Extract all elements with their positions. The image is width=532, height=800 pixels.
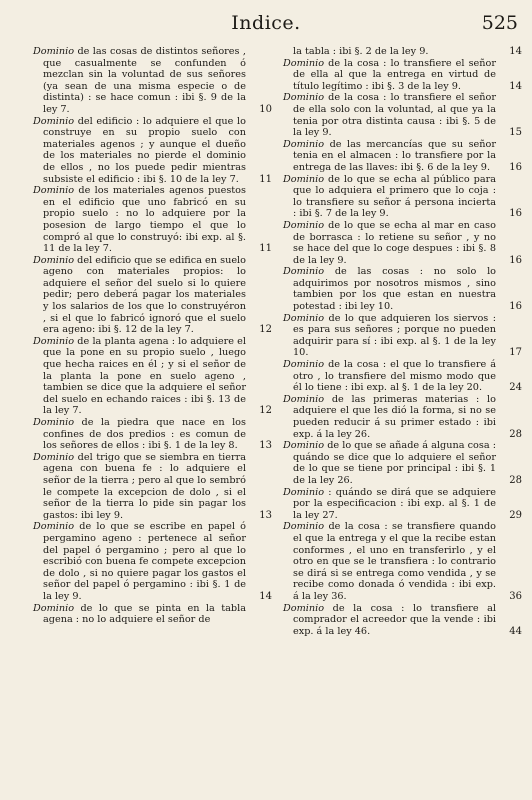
entry-reference-number: 12 [259,405,272,417]
entry-heading: Dominio [283,486,325,498]
entry-reference-number: 24 [509,382,522,394]
index-entry [283,359,522,394]
entry-reference-number: 13 [259,440,272,452]
index-entry [283,440,522,486]
entry-text: de la cosa : lo transfiere el señor de ella solo con la voluntad, al que ya la tenia por otra distinta causa : ibi §. 5 de la ley 9. [293,92,496,139]
entry-reference-number: 29 [509,509,522,521]
entry-heading: Dominio [283,393,325,405]
index-entry [33,451,272,522]
index-entry [33,603,246,626]
entry-text: de la cosa : lo transfiere el señor de ella al que la entrega en virtud de título legítimo : ibi §. 3 de la ley 9. [293,57,496,92]
entry-reference-number: 28 [509,474,522,486]
entry-heading: Dominio [283,266,325,278]
entry-reference-number: 11 [259,173,272,185]
index-entry [283,57,522,93]
entry-text: de los materiales agenos puestos en el edificio que uno fabricó en su propio suelo : no lo adquiere por la posesion de largo tiempo el que lo compró al que lo construyó: ibi exp. al §. 11 de la ley 7. [43,185,246,255]
index-entry [33,521,272,602]
entry-text: del edificio que se edifica en suelo ageno con materiales propios: lo adquiere el señor del suelo si lo quiere pedir; pero deberá pagar los materiales y los salarios de los que lo construyéron , si el que lo fabricó ignoró que el suelo era ageno: ibi §. 12 de la ley 7. [43,254,246,336]
entry-heading: Dominio [33,46,75,57]
index-entry [283,393,522,440]
entry-text: la tabla : ibi §. 2 de la ley 9. [293,46,429,57]
entry-heading: Dominio [283,602,325,614]
entry-text: del edificio : lo adquiere el que lo construye en su propio suelo con materiales agenos ; y aunque el dueño de los materiales no pierde el dominio de ellos , no los puede pedir mientras subsiste el edificio : ibi §. 10 de la ley 7. [43,115,246,185]
entry-heading: Dominio [283,92,325,104]
entry-text: : quándo se dirá que se adquiere por la especificacion : ibi exp. al §. 1 de la ley 27. [293,486,496,521]
entry-reference-number: 14 [509,46,522,57]
entry-heading: Dominio [283,521,325,533]
entry-reference-number: 16 [509,254,522,266]
entry-heading: Dominio [283,359,325,371]
entry-reference-number: 14 [509,80,522,92]
entry-text: de las cosas : no solo lo adquirimos por nosotros mismos , sino tambien por los que estan en nuestra potestad : ibi ley 10. [293,266,496,313]
entry-reference-number: 16 [509,301,522,313]
entry-text: de lo que adquieren los siervos : es para sus señores ; porque no pueden adquirir para sí : ibi exp. al §. 1 de la ley 10. [293,312,496,359]
entry-heading: Dominio [283,219,325,231]
entry-heading: Dominio [33,335,75,347]
entry-reference-number: 28 [509,428,522,440]
entry-reference-number: 17 [509,347,522,359]
page-title: Indice. [231,12,301,34]
entry-reference-number: 36 [509,590,522,602]
entry-heading: Dominio [283,173,325,185]
index-entry [33,46,272,116]
entry-text: de la cosa : se transfiere quando el que la entrega y el que la recibe estan conformes , el uno en transferirlo , y el otro en que se le transfiera : lo contrario se dirá si se entrega como vendida , y se recibe como donada ó vendida : ibi exp. á la ley 36. [293,521,496,602]
page-number: 525 [481,12,518,34]
index-entry [33,335,272,417]
entry-text: de las cosas de distintos señores , que casualmente se confunden ó mezclan sin la voluntad de sus señores (ya sean de una misma especie o de distinta) : se hace comun : ibi §. 9 de la ley 7. [43,46,246,115]
index-entry [33,115,272,186]
entry-text: de la piedra que nace en los confines de dos predios : es comun de los señores de ellos : ibi §. 1 de la ley 8. [43,417,246,452]
page-header [0,12,532,46]
left-column [33,46,272,626]
index-entry [283,312,522,359]
entry-text: de lo que se escribe en papel ó pergamino ageno : pertenece al señor del papel ó pergamino ; pero al que lo escribió con buena fe compete excepcion de dolo , si no quiere pagar los gastos el señor del papel ó pergamino : ibi §. 1 de la ley 9. [43,521,246,602]
entry-text: del trigo que se siembra en tierra agena con buena fe : lo adquiere el señor de la tierra ; pero al que lo sembró le compete la excepcion de dolo , si el señor de la tierra lo pide sin pagar los gastos: ibi ley 9. [43,451,246,521]
index-entry [283,219,522,266]
entry-reference-number: 13 [259,509,272,521]
entry-heading: Dominio [33,417,75,428]
entry-heading: Dominio [33,451,75,463]
entry-text: de lo que se pinta en la tabla agena : no lo adquiere el señor de [43,602,246,626]
entry-text: de lo que se echa al mar en caso de borrasca : lo retiene su señor , y no se hace del que lo coge despues : ibi §. 8 de la ley 9. [293,219,496,266]
entry-text: de lo que se añade á alguna cosa : quándo se dice que lo adquiere el señor de lo que se tiene por principal : ibi §. 1 de la ley 26. [293,440,496,486]
entry-reference-number: 10 [259,103,272,115]
index-entry [283,46,522,58]
entry-heading: Dominio [33,185,75,197]
entry-heading: Dominio [283,138,325,150]
entry-text: de las primeras materias : lo adquiere el que les dió la forma, si no se pueden reducir á su primer estado : ibi exp. á la ley 26. [293,393,496,440]
index-entry [283,173,522,220]
index-entry [283,486,522,522]
index-entry [283,92,522,139]
index-entry [283,521,522,602]
entry-text: de la planta agena : lo adquiere el que la pone en su propio suelo , luego que hecha raices en él ; y si el señor de la planta la pone en suelo ageno , tambien se dice que la adquiere el señor del suelo en echando raices : ibi §. 13 de la ley 7. [43,335,246,417]
entry-heading: Dominio [283,440,325,452]
index-entry [283,602,522,638]
entry-reference-number: 15 [509,127,522,139]
entry-reference-number: 14 [259,590,272,602]
entry-heading: Dominio [283,57,325,69]
entry-text: de lo que se echa al público para que lo adquiera el primero que lo coja : lo transfiere su señor á persona incierta : ibi §. 7 de la ley 9. [293,173,496,220]
entry-heading: Dominio [33,115,75,127]
entry-heading: Dominio [33,521,75,533]
entry-reference-number: 16 [509,161,522,173]
right-column [283,46,522,637]
index-entry [283,138,522,174]
entry-heading: Dominio [33,254,75,266]
entry-text: de las mercancías que su señor tenia en el almacen : lo transfiere por la entrega de las llaves: ibi §. 6 de la ley 9. [293,138,496,173]
entry-reference-number: 11 [259,243,272,255]
index-entry [33,185,272,255]
entry-reference-number: 44 [509,625,522,637]
entry-reference-number: 12 [259,324,272,336]
entry-heading: Dominio [283,312,325,324]
entry-text: de la cosa : el que lo transfiere á otro , lo transfiere del mismo modo que él lo tiene : ibi exp. al §. 1 de la ley 20. [293,359,496,394]
index-entry [33,254,272,336]
index-entry [283,266,522,313]
entry-text: de la cosa : lo transfiere al comprador el acreedor que la vende : ibi exp. á la ley 46. [293,602,496,637]
entry-heading: Dominio [33,602,75,614]
entry-reference-number: 16 [509,208,522,220]
index-entry [33,417,272,452]
